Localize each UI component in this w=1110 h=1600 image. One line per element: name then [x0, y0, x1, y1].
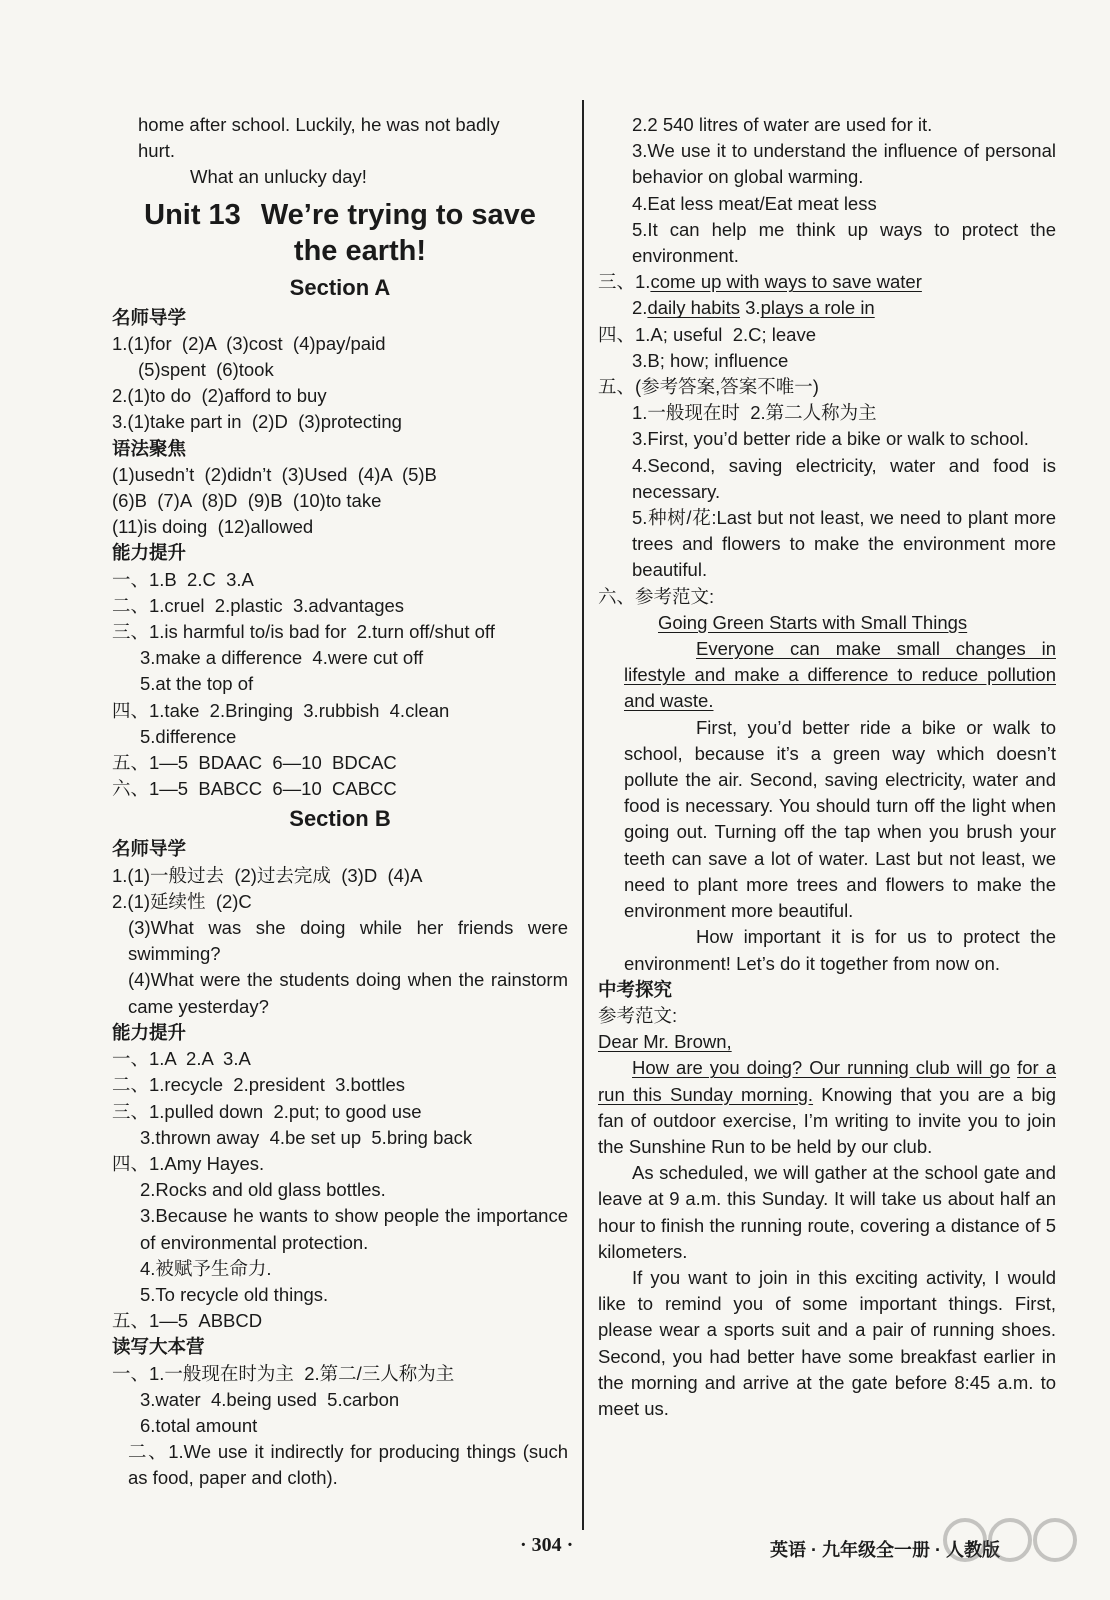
answer-paragraph: 二、1.We use it indirectly for producing things (such as food, paper and cloth). — [128, 1441, 568, 1489]
answer-line — [598, 269, 1056, 295]
answer-line: (1)usedn’t (2)didn’t (3)Used (4)A (5)B — [112, 463, 437, 485]
answer-line: 5.at the top of — [140, 673, 254, 695]
item-prefix: 3. — [745, 297, 761, 319]
book-title: 英语 · 九年级全一册 · 人教版 — [770, 1540, 1000, 1560]
answer-line: 1.一般现在时 2.第二人称为主 — [632, 402, 877, 424]
heading-mingshi: 名师导学 — [112, 838, 187, 860]
answer-line: 2.(1)延续性 (2)C — [112, 890, 252, 912]
answer-line: 一、1.一般现在时为主 2.第二/三人称为主 — [112, 1362, 455, 1384]
right-column — [598, 112, 1056, 1422]
answer-line: 四、1.A; useful 2.C; leave — [598, 323, 816, 345]
answer-line: 2.Rocks and old glass bottles. — [140, 1179, 386, 1201]
answer-line: (11)is doing (12)allowed — [112, 516, 314, 538]
answer-line: 三、1.pulled down 2.put; to good use — [112, 1100, 422, 1122]
answer-paragraph: 3.First, you’d better ride a bike or walk to school. — [632, 428, 1029, 450]
answer-line: (5)spent (6)took — [138, 359, 274, 381]
heading-duxie: 读写大本营 — [112, 1336, 205, 1358]
column-divider — [582, 100, 584, 1530]
answer-line: 五、1—5 BDAAC 6—10 BDCAC — [112, 752, 397, 774]
answer-line: 3.thrown away 4.be set up 5.bring back — [140, 1126, 473, 1148]
section-b-heading: Section B — [289, 806, 391, 832]
answer-line: 四、1.Amy Hayes. — [112, 1152, 265, 1174]
underlined-sentence: How are you doing? Our running club will go — [632, 1057, 1011, 1079]
answer-line: 三、1.is harmful to/is bad for 2.turn off/shut off — [112, 621, 495, 643]
heading-nengli: 能力提升 — [112, 542, 187, 564]
underlined-answer: daily habits — [647, 297, 740, 319]
essay-paragraph: Everyone can make small changes in lifestyle and make a difference to reduce pollution and waste. — [624, 638, 1056, 712]
answer-line: 2.2 540 litres of water are used for it. — [632, 114, 933, 135]
reference-label: 参考范文: — [598, 1004, 678, 1026]
answer-line: 五、(参考答案,答案不唯一) — [598, 376, 819, 398]
answer-paragraph: 3.Because he wants to show people the importance of environmental protection. — [140, 1205, 568, 1253]
heading-zhongkao: 中考探究 — [598, 978, 673, 1000]
heading-yufa: 语法聚焦 — [112, 437, 187, 459]
answer-paragraph: 5.种树/花:Last but not least, we need to plant more trees and flowers to make the environment more beautiful. — [632, 507, 1056, 581]
underlined-answer: plays a role in — [760, 297, 875, 319]
essay-title: Going Green Starts with Small Things — [658, 611, 968, 633]
unit-title-line1: We’re trying to save — [260, 198, 536, 231]
unit-number: Unit 13 — [144, 198, 241, 231]
answer-line: 4.被赋予生命力. — [140, 1257, 272, 1279]
answer-line: 六、1—5 BABCC 6—10 CABCC — [112, 778, 397, 800]
answer-line: 六、参考范文: — [598, 585, 715, 607]
answer-line: 四、1.take 2.Bringing 3.rubbish 4.clean — [112, 699, 450, 721]
unit-title — [112, 197, 568, 269]
page-number: · 304 · — [520, 1534, 574, 1556]
answer-paragraph: (4)What were the students doing when the rainstorm came yesterday? — [128, 969, 568, 1017]
letter-greeting: Dear Mr. Brown, — [598, 1031, 732, 1053]
underlined-sentence: for a run this Sunday morning. — [598, 1057, 1056, 1105]
heading-mingshi: 名师导学 — [112, 306, 187, 328]
answer-line: 5.difference — [140, 725, 237, 747]
letter-paragraph: As scheduled, we will gather at the school gate and leave at 9 a.m. this Sunday. It will take us about half an hour to finish the running route, covering a distance of 5 kilometers. — [598, 1162, 1056, 1262]
essay-paragraph: How important it is for us to protect the environment! Let’s do it together from now on. — [624, 926, 1056, 974]
letter-text: Knowing that you are a big fan of outdoor exercise, I’m writing to invite you to join the Sunshine Run to be held by our club. — [598, 1083, 1056, 1157]
answer-line: 2.(1)to do (2)afford to buy — [112, 385, 327, 407]
section-a-heading: Section A — [289, 274, 391, 300]
answer-line: 1.(1)一般过去 (2)过去完成 (3)D (4)A — [112, 864, 423, 886]
answer-paragraph: 3.We use it to understand the influence of personal behavior on global warming. — [632, 140, 1056, 188]
answer-line: 5.To recycle old things. — [140, 1283, 329, 1305]
intro-line: hurt. — [138, 140, 176, 162]
answer-line: 3.water 4.being used 5.carbon — [140, 1388, 400, 1410]
answer-paragraph: 4.Second, saving electricity, water and food is necessary. — [632, 454, 1056, 502]
answer-line: 五、1—5 ABBCD — [112, 1310, 263, 1332]
answer-line: 4.Eat less meat/Eat meat less — [632, 192, 877, 214]
answer-line: 一、1.B 2.C 3.A — [112, 568, 254, 590]
answer-line — [598, 295, 1056, 321]
left-column — [112, 112, 568, 1492]
item-prefix: 三、1. — [598, 271, 651, 293]
heading-nengli: 能力提升 — [112, 1021, 187, 1043]
intro-exclamation: What an unlucky day! — [190, 166, 367, 188]
answer-paragraph: 5.It can help me think up ways to protect the environment. — [632, 218, 1056, 267]
essay-paragraph: First, you’d better ride a bike or walk to school, because it’s a green way which doesn’t pollute the air. Second, saving electricity, water and food is necessary. You should turn off the light when going out. Turning off the tap when you brush your teeth can save a lot of water. Last but not least, we need to plant more trees and flowers to make the environment more beautiful. — [624, 716, 1056, 922]
item-prefix: 2. — [632, 297, 648, 319]
answer-line: 1.(1)for (2)A (3)cost (4)pay/paid — [112, 332, 386, 354]
letter-paragraph: If you want to join in this exciting activity, I would like to remind you of some important things. First, please wear a sports suit and a pair of running shoes. Second, you had better have some breakfast earlier in the morning and arrive at the gate before 8:45 a.m. to meet us. — [598, 1266, 1056, 1419]
answer-line: 二、1.recycle 2.president 3.bottles — [112, 1074, 406, 1096]
answer-line: 3.(1)take part in (2)D (3)protecting — [112, 411, 402, 433]
watermark-logo-icon — [940, 1505, 1090, 1575]
answer-line: 6.total amount — [140, 1414, 258, 1436]
underlined-answer: come up with ways to save water — [650, 271, 922, 293]
unit-title-line2: the earth! — [293, 234, 427, 267]
answer-line: 3.B; how; influence — [632, 349, 789, 371]
letter-paragraph — [598, 1055, 1056, 1160]
answer-line: 3.make a difference 4.were cut off — [140, 647, 424, 669]
answer-line: (6)B (7)A (8)D (9)B (10)to take — [112, 490, 382, 512]
intro-line: home after school. Luckily, he was not badly — [138, 114, 500, 135]
answer-line: 一、1.A 2.A 3.A — [112, 1048, 251, 1070]
answer-paragraph: (3)What was she doing while her friends were swimming? — [128, 917, 568, 965]
answer-line: 二、1.cruel 2.plastic 3.advantages — [112, 594, 405, 616]
